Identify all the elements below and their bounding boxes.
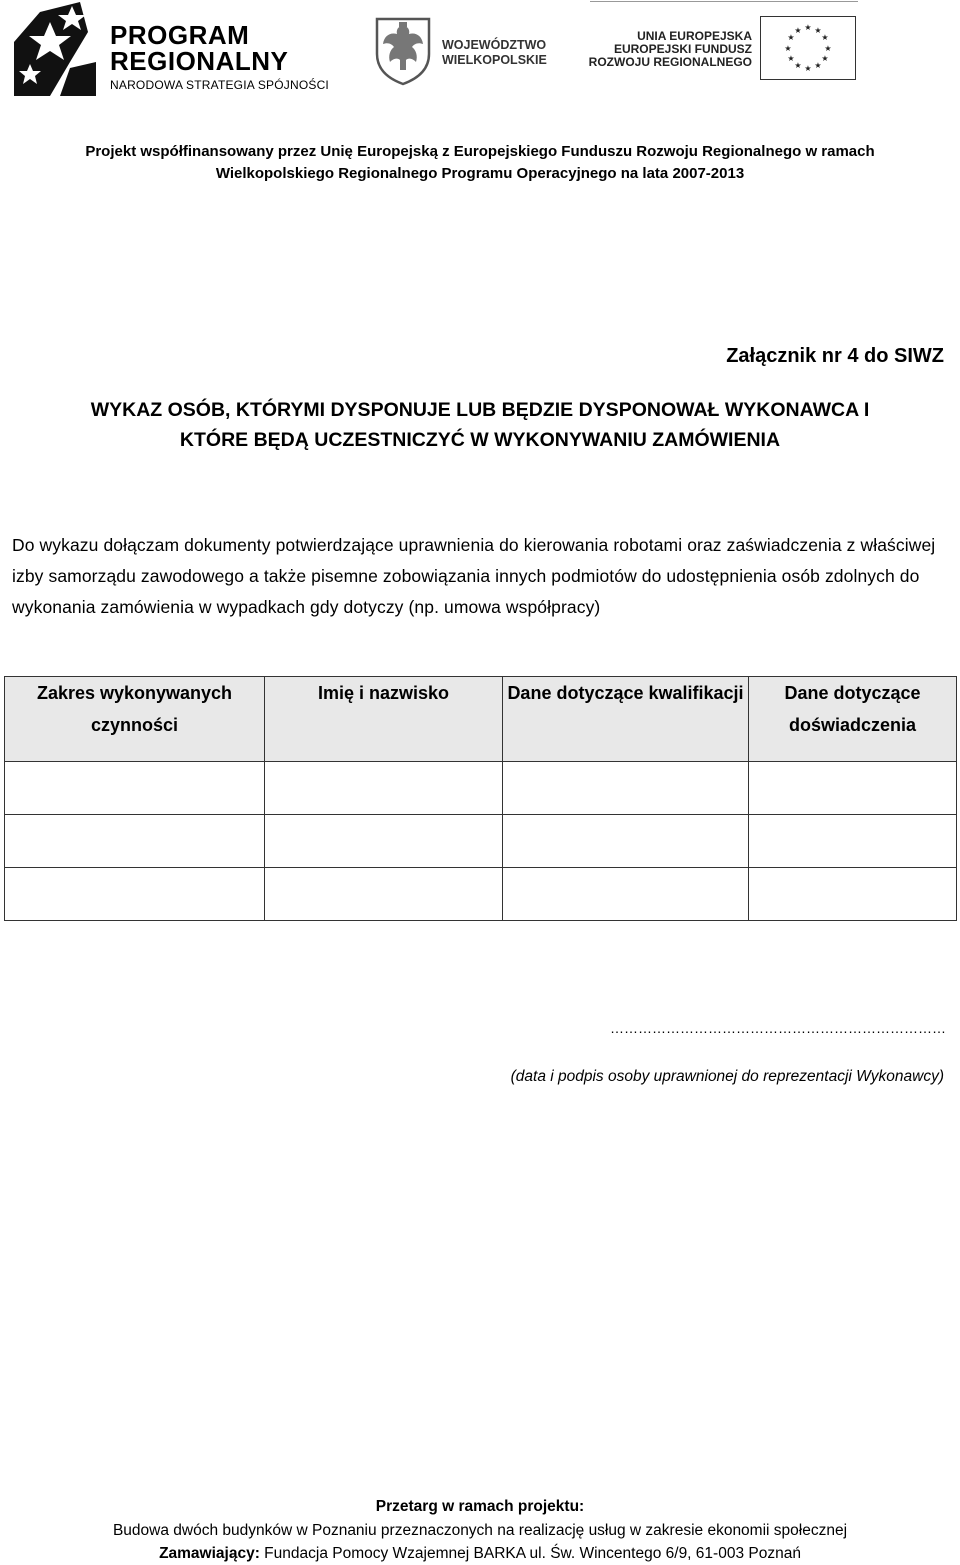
- table-cell[interactable]: [749, 815, 957, 868]
- column-header-scope: Zakres wykonywanych czynności: [5, 677, 265, 762]
- eu-logo-divider: [590, 1, 858, 2]
- attachment-label: Załącznik nr 4 do SIWZ: [726, 345, 944, 367]
- footer-contracting-value: Fundacja Pomocy Wzajemnej BARKA ul. Św. Wincentego 6/9, 61-003 Poznań: [259, 1545, 801, 1562]
- table-cell[interactable]: [503, 815, 749, 868]
- table-cell[interactable]: [5, 762, 265, 815]
- table-cell[interactable]: [265, 762, 503, 815]
- column-header-experience: Dane dotyczące doświadczenia: [749, 677, 957, 762]
- svg-text:★: ★: [814, 26, 822, 35]
- eu-logo-text: [589, 30, 752, 69]
- region-logo-line2: WIELKOPOLSKIE: [442, 53, 547, 67]
- cofinancing-statement: [0, 141, 960, 185]
- title-line1: WYKAZ OSÓB, KTÓRYMI DYSPONUJE LUB BĘDZIE DYSPONOWAŁ WYKONAWCA I: [90, 399, 870, 421]
- table-cell[interactable]: [265, 868, 503, 921]
- eu-flag-icon: [760, 16, 856, 80]
- region-logo-line1: WOJEWÓDZTWO: [442, 38, 547, 52]
- signature-line: ………………………………………………………………: [610, 1020, 946, 1036]
- table-header-row: [5, 677, 957, 762]
- table-cell[interactable]: [749, 762, 957, 815]
- cofinancing-line1: Projekt współfinansowany przez Unię Europejską z Europejskiego Funduszu Rozwoju Regionalnego w ramach: [85, 143, 875, 160]
- svg-text:★: ★: [804, 23, 812, 32]
- signature-caption: (data i podpis osoby uprawnionej do reprezentacji Wykonawcy): [510, 1068, 944, 1085]
- svg-text:★: ★: [794, 26, 802, 35]
- table-cell[interactable]: [5, 868, 265, 921]
- svg-text:★: ★: [824, 44, 832, 53]
- svg-text:★: ★: [794, 61, 802, 70]
- footer-contracting-label: Zamawiający:: [159, 1545, 260, 1562]
- table-cell[interactable]: [503, 762, 749, 815]
- title-line2: KTÓRE BĘDĄ UCZESTNICZYĆ W WYKONYWANIU ZAMÓWIENIA: [179, 429, 781, 451]
- eu-logo-line2: EUROPEJSKI FUNDUSZ: [613, 42, 752, 56]
- footer-project-name: Budowa dwóch budynków w Poznaniu przeznaczonych na realizację usług w zakresie ekonomii społecznej: [112, 1522, 848, 1539]
- eu-logo-line1: UNIA EUROPEJSKA: [637, 29, 752, 43]
- eagle-shield-icon: [374, 16, 432, 86]
- table-row: [5, 762, 957, 815]
- table-row: [5, 815, 957, 868]
- program-logo-line2: REGIONALNY: [110, 46, 289, 76]
- table-row: [5, 868, 957, 921]
- svg-text:★: ★: [787, 54, 795, 63]
- table-cell[interactable]: [265, 815, 503, 868]
- column-header-qualifications: Dane dotyczące kwalifikacji: [503, 677, 749, 762]
- svg-text:★: ★: [821, 54, 829, 63]
- svg-text:★: ★: [814, 61, 822, 70]
- svg-text:★: ★: [821, 33, 829, 42]
- svg-text:★: ★: [784, 44, 792, 53]
- table-cell[interactable]: [5, 815, 265, 868]
- program-regionalny-mark-icon: [10, 2, 96, 96]
- eu-logo: [590, 0, 858, 82]
- region-logo-text: [442, 38, 547, 68]
- document-title: [0, 395, 960, 455]
- program-logo-line3: NARODOWA STRATEGIA SPÓJNOŚCI: [110, 78, 329, 92]
- program-regionalny-logo: [10, 0, 330, 100]
- table-cell[interactable]: [749, 868, 957, 921]
- eu-logo-line3: ROZWOJU REGIONALNEGO: [588, 55, 752, 69]
- program-logo-line1: PROGRAM: [110, 20, 250, 50]
- footer-contracting-party: [0, 1543, 960, 1565]
- footer-tender-label: Przetarg w ramach projektu:: [375, 1498, 585, 1515]
- wielkopolskie-logo: [374, 16, 564, 86]
- cofinancing-line2: Wielkopolskiego Regionalnego Programu Operacyjnego na lata 2007-2013: [215, 165, 745, 182]
- svg-text:★: ★: [804, 64, 812, 73]
- staff-table: [4, 676, 957, 921]
- svg-text:★: ★: [787, 33, 795, 42]
- column-header-name: Imię i nazwisko: [265, 677, 503, 762]
- intro-paragraph: Do wykazu dołączam dokumenty potwierdzające uprawnienia do kierowania robotami oraz zaświadczenia z właściwej izby samorządu zawodowego a także pisemne zobowiązania innych podmiotów do udostępnienia osób zdolnych do wykonania zamówienia w wypadkach gdy dotyczy (np. umowa współpracy): [12, 535, 936, 617]
- table-cell[interactable]: [503, 868, 749, 921]
